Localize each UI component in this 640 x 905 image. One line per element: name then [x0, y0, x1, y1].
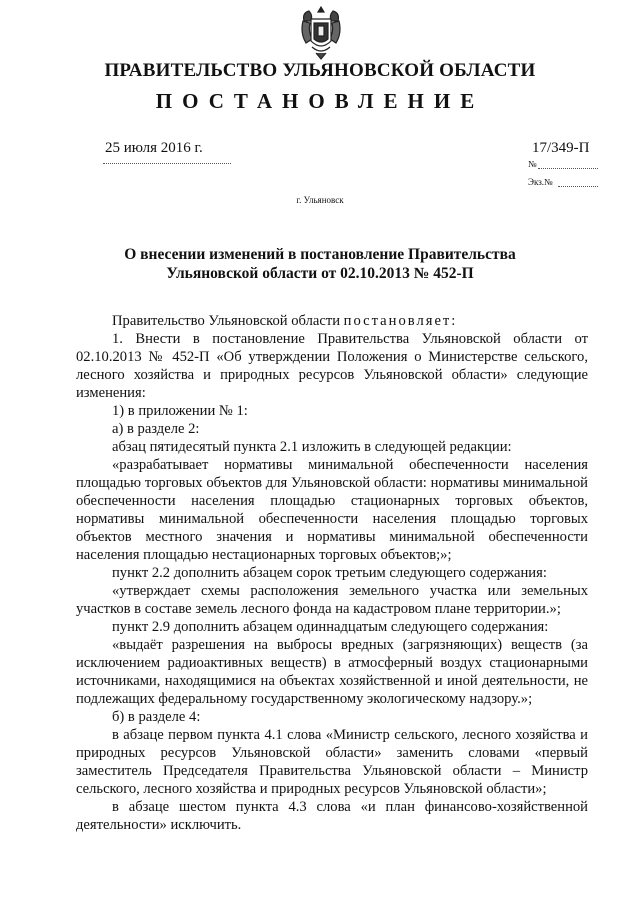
date-underline — [103, 163, 231, 164]
document-date: 25 июля 2016 г. — [105, 140, 203, 156]
paragraph-3: а) в разделе 2: — [112, 421, 200, 437]
paragraph-7: «утверждает схемы расположения земельного участка или земельных участков в составе земель лесного фонда на кадастровом плане территории.»; — [76, 583, 588, 617]
copy-underline — [558, 186, 598, 187]
preamble-resolves: постановляет: — [343, 313, 458, 329]
document-body — [76, 312, 588, 834]
paragraph-6: пункт 2.2 дополнить абзацем сорок третьим следующего содержания: — [112, 565, 547, 581]
number-underline — [538, 168, 598, 169]
document-number: 17/349-П — [532, 140, 590, 156]
subject-line-1: О внесении изменений в постановление Правительства — [124, 246, 516, 263]
paragraph-5: «разрабатывает нормативы минимальной обеспеченности населения площадью торговых объектов для Ульяновской области: нормативы минимальной обеспеченности населения площадью стационарных торговых объектов, нормативы минимальной обеспеченности населения площадью торговых объектов местного значения и нормативы минимальной обеспеченности населения площадью нестационарных торговых объектов;»; — [76, 457, 588, 563]
city-label: г. Ульяновск — [296, 195, 344, 205]
copy-number-label: Экз.№ — [528, 177, 553, 187]
government-title: ПРАВИТЕЛЬСТВО УЛЬЯНОВСКОЙ ОБЛАСТИ — [104, 60, 536, 81]
document-type-title: ПОСТАНОВЛЕНИЕ — [155, 89, 485, 113]
preamble-lead: Правительство Ульяновской области — [112, 313, 344, 329]
paragraph-8: пункт 2.9 дополнить абзацем одиннадцатым следующего содержания: — [112, 619, 549, 635]
preamble — [76, 312, 588, 330]
number-label: № — [528, 159, 537, 169]
paragraph-12: в абзаце шестом пункта 4.3 слова «и план финансово-хозяйственной деятельности» исключить. — [76, 799, 588, 833]
coat-of-arms-emblem — [298, 3, 344, 61]
paragraph-4: абзац пятидесятый пункта 2.1 изложить в следующей редакции: — [112, 439, 512, 455]
document-subject — [0, 245, 640, 283]
paragraph-11: в абзаце первом пункта 4.1 слова «Министр сельского, лесного хозяйства и природных ресурсов Ульяновской области» заменить словами «первый заместитель Председателя Правительства Ульяновской области – Министр сельского, лесного хозяйства и природных ресурсов Ульяновской области»; — [76, 727, 588, 797]
paragraph-2: 1) в приложении № 1: — [112, 403, 248, 419]
paragraph-10: б) в разделе 4: — [112, 709, 201, 725]
paragraph-1: 1. Внести в постановление Правительства Ульяновской области от 02.10.2013 № 452-П «Об утверждении Положения о Министерстве сельского, лесного хозяйства и природных ресурсов Ульяновской области» следующие изменения: — [76, 331, 588, 401]
paragraph-9: «выдаёт разрешения на выбросы вредных (загрязняющих) веществ (за исключением радиоактивных веществ) в атмосферный воздух стационарными источниками, находящимися на объектах хозяйственной и иной деятельности, не подлежащих федеральному государственному экологическому надзору.»; — [76, 637, 588, 707]
subject-line-2: Ульяновской области от 02.10.2013 № 452-П — [166, 265, 474, 282]
